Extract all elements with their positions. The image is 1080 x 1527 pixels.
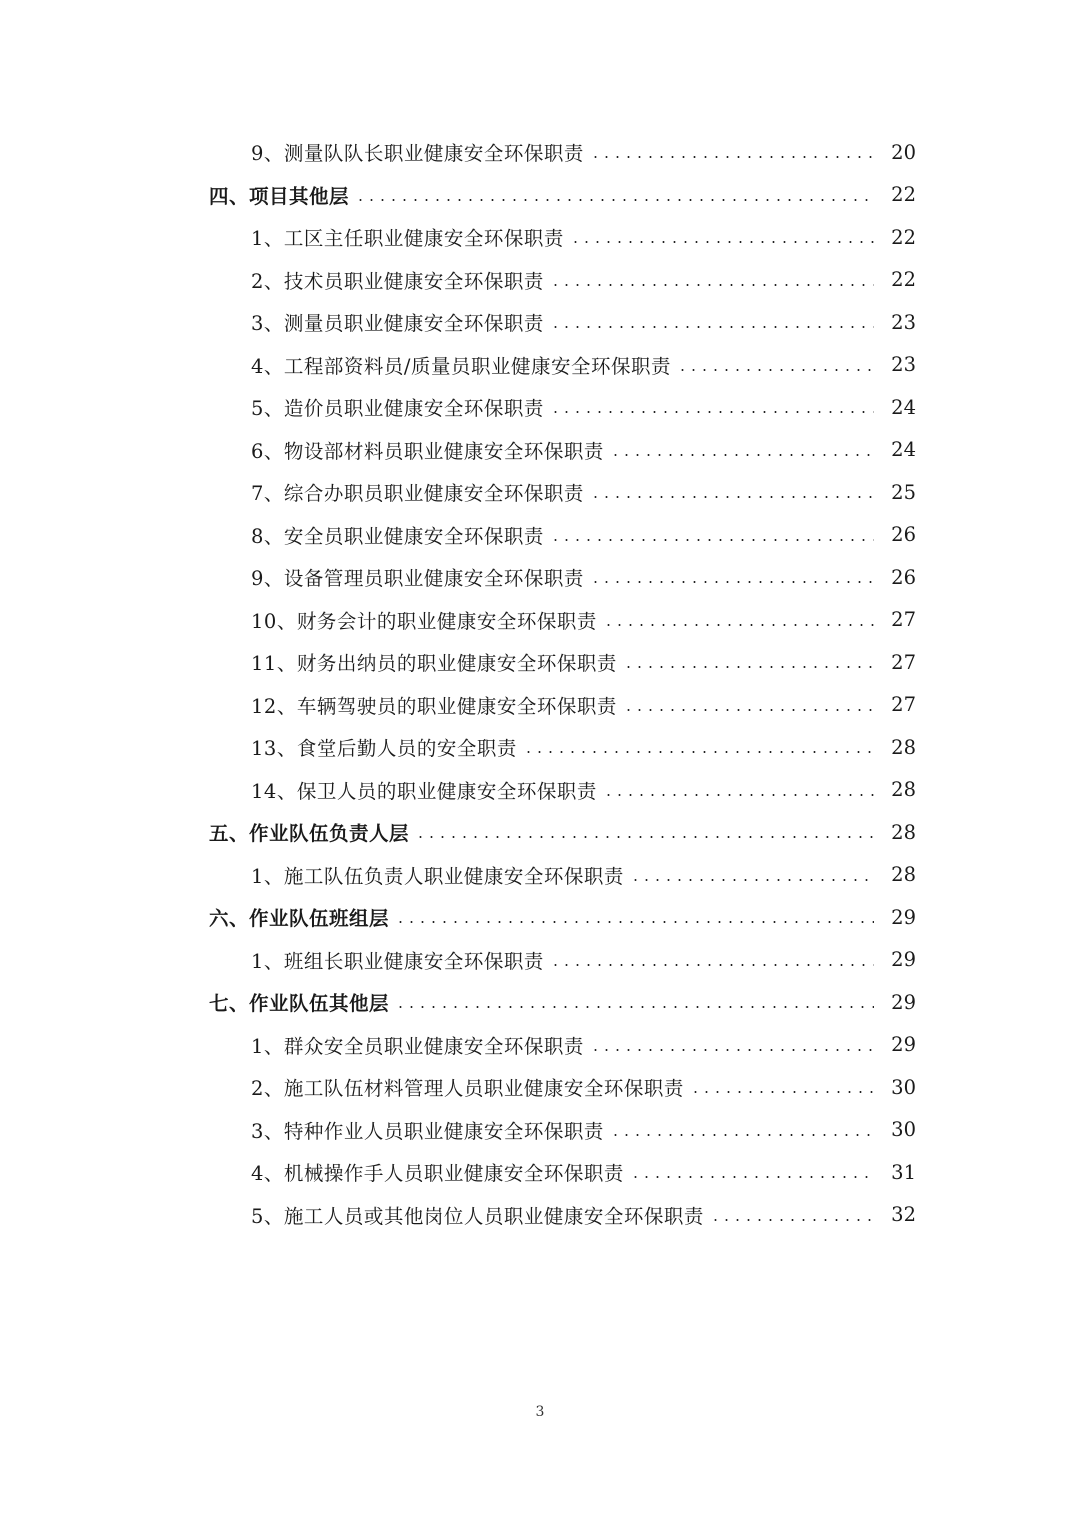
toc-entry-title: 7、综合办职员职业健康安全环保职责 (251, 482, 584, 506)
dot-leader (355, 199, 874, 201)
toc-entry-title: 3、测量员职业健康安全环保职责 (251, 312, 544, 336)
toc-section-heading[interactable] (0, 811, 1080, 854)
dot-leader (677, 369, 874, 371)
dot-leader (550, 964, 874, 966)
toc-page-number: 23 (891, 310, 916, 334)
dot-leader (590, 496, 874, 498)
dot-leader (550, 411, 874, 413)
toc-entry-title: 4、工程部资料员/质量员职业健康安全环保职责 (251, 354, 671, 378)
page-number: 3 (535, 1404, 545, 1420)
toc-entry-title: 9、测量队队长职业健康安全环保职责 (251, 142, 584, 166)
toc-page-number: 26 (891, 523, 916, 547)
toc-page-number: 28 (891, 778, 916, 802)
toc-entry[interactable] (0, 769, 1080, 812)
toc-page-number: 22 (891, 183, 916, 207)
toc-entry-title: 4、机械操作手人员职业健康安全环保职责 (251, 1162, 624, 1186)
dot-leader (590, 1049, 874, 1051)
toc-entry-title: 1、施工队伍负责人职业健康安全环保职责 (251, 864, 624, 888)
toc-entry-title: 四、项目其他层 (209, 184, 350, 208)
dot-leader (623, 666, 874, 668)
toc-page-number: 22 (891, 268, 916, 292)
toc-entry[interactable] (0, 726, 1080, 769)
toc-entry-title: 1、工区主任职业健康安全环保职责 (251, 227, 564, 251)
toc-page-number: 28 (891, 735, 916, 759)
toc-page-number: 29 (891, 905, 916, 929)
dot-leader (710, 1219, 874, 1221)
dot-leader (550, 284, 874, 286)
dot-leader (590, 581, 874, 583)
toc-page-number: 28 (891, 820, 916, 844)
toc-page-number: 29 (891, 990, 916, 1014)
toc-entry[interactable] (0, 344, 1080, 387)
toc-page-number: 27 (891, 650, 916, 674)
toc-entry-title: 9、设备管理员职业健康安全环保职责 (251, 567, 584, 591)
toc-entry-title: 10、财务会计的职业健康安全环保职责 (251, 609, 597, 633)
dot-leader (610, 454, 874, 456)
dot-leader (630, 879, 874, 881)
toc-section-heading[interactable] (0, 981, 1080, 1024)
toc-entry[interactable] (0, 641, 1080, 684)
toc-entry[interactable] (0, 429, 1080, 472)
dot-leader (570, 241, 874, 243)
toc-entry[interactable] (0, 216, 1080, 259)
toc-page-number: 30 (891, 1075, 916, 1099)
toc-page-number: 20 (891, 140, 916, 164)
dot-leader (630, 1176, 874, 1178)
toc-page-number: 29 (891, 1033, 916, 1057)
toc-entry[interactable] (0, 939, 1080, 982)
dot-leader (550, 539, 874, 541)
dot-leader (610, 1134, 874, 1136)
toc-page-number: 30 (891, 1118, 916, 1142)
toc-page-number: 31 (891, 1160, 916, 1184)
toc-entry-title: 2、技术员职业健康安全环保职责 (251, 269, 544, 293)
table-of-contents (0, 131, 1080, 1236)
toc-page-number: 25 (891, 480, 916, 504)
toc-entry-title: 8、安全员职业健康安全环保职责 (251, 524, 544, 548)
toc-entry-title: 2、施工队伍材料管理人员职业健康安全环保职责 (251, 1077, 684, 1101)
dot-leader (603, 624, 874, 626)
toc-entry-title: 1、班组长职业健康安全环保职责 (251, 949, 544, 973)
toc-page-number: 32 (891, 1203, 916, 1227)
dot-leader (690, 1091, 874, 1093)
toc-entry[interactable] (0, 471, 1080, 514)
dot-leader (395, 921, 874, 923)
toc-entry[interactable] (0, 131, 1080, 174)
toc-page-number: 22 (891, 225, 916, 249)
toc-entry-title: 5、造价员职业健康安全环保职责 (251, 397, 544, 421)
toc-entry[interactable] (0, 1109, 1080, 1152)
toc-page-number: 26 (891, 565, 916, 589)
toc-page-number: 27 (891, 608, 916, 632)
dot-leader (415, 836, 874, 838)
toc-entry-title: 3、特种作业人员职业健康安全环保职责 (251, 1119, 604, 1143)
toc-page-number: 29 (891, 948, 916, 972)
dot-leader (590, 156, 874, 158)
toc-page-number: 24 (891, 438, 916, 462)
toc-entry[interactable] (0, 301, 1080, 344)
toc-entry[interactable] (0, 684, 1080, 727)
dot-leader (550, 326, 874, 328)
toc-entry[interactable] (0, 1151, 1080, 1194)
dot-leader (395, 1006, 874, 1008)
toc-entry-title: 12、车辆驾驶员的职业健康安全环保职责 (251, 694, 617, 718)
toc-entry-title: 六、作业队伍班组层 (209, 907, 390, 931)
toc-entry[interactable] (0, 514, 1080, 557)
toc-page-number: 24 (891, 395, 916, 419)
toc-entry-title: 五、作业队伍负责人层 (209, 822, 410, 846)
toc-section-heading[interactable] (0, 174, 1080, 217)
toc-entry[interactable] (0, 556, 1080, 599)
toc-page-number: 23 (891, 353, 916, 377)
toc-page-number: 28 (891, 863, 916, 887)
toc-entry[interactable] (0, 259, 1080, 302)
toc-entry-title: 1、群众安全员职业健康安全环保职责 (251, 1034, 584, 1058)
toc-entry[interactable] (0, 1194, 1080, 1237)
dot-leader (523, 751, 874, 753)
toc-entry[interactable] (0, 1066, 1080, 1109)
toc-page-number: 27 (891, 693, 916, 717)
toc-entry[interactable] (0, 854, 1080, 897)
toc-entry[interactable] (0, 599, 1080, 642)
toc-entry-title: 14、保卫人员的职业健康安全环保职责 (251, 779, 597, 803)
toc-entry[interactable] (0, 1024, 1080, 1067)
toc-section-heading[interactable] (0, 896, 1080, 939)
toc-entry-title: 6、物设部材料员职业健康安全环保职责 (251, 439, 604, 463)
toc-entry[interactable] (0, 386, 1080, 429)
toc-entry-title: 13、食堂后勤人员的安全职责 (251, 737, 517, 761)
dot-leader (603, 794, 874, 796)
toc-entry-title: 11、财务出纳员的职业健康安全环保职责 (251, 652, 617, 676)
toc-entry-title: 七、作业队伍其他层 (209, 992, 390, 1016)
dot-leader (623, 709, 874, 711)
toc-entry-title: 5、施工人员或其他岗位人员职业健康安全环保职责 (251, 1204, 704, 1228)
